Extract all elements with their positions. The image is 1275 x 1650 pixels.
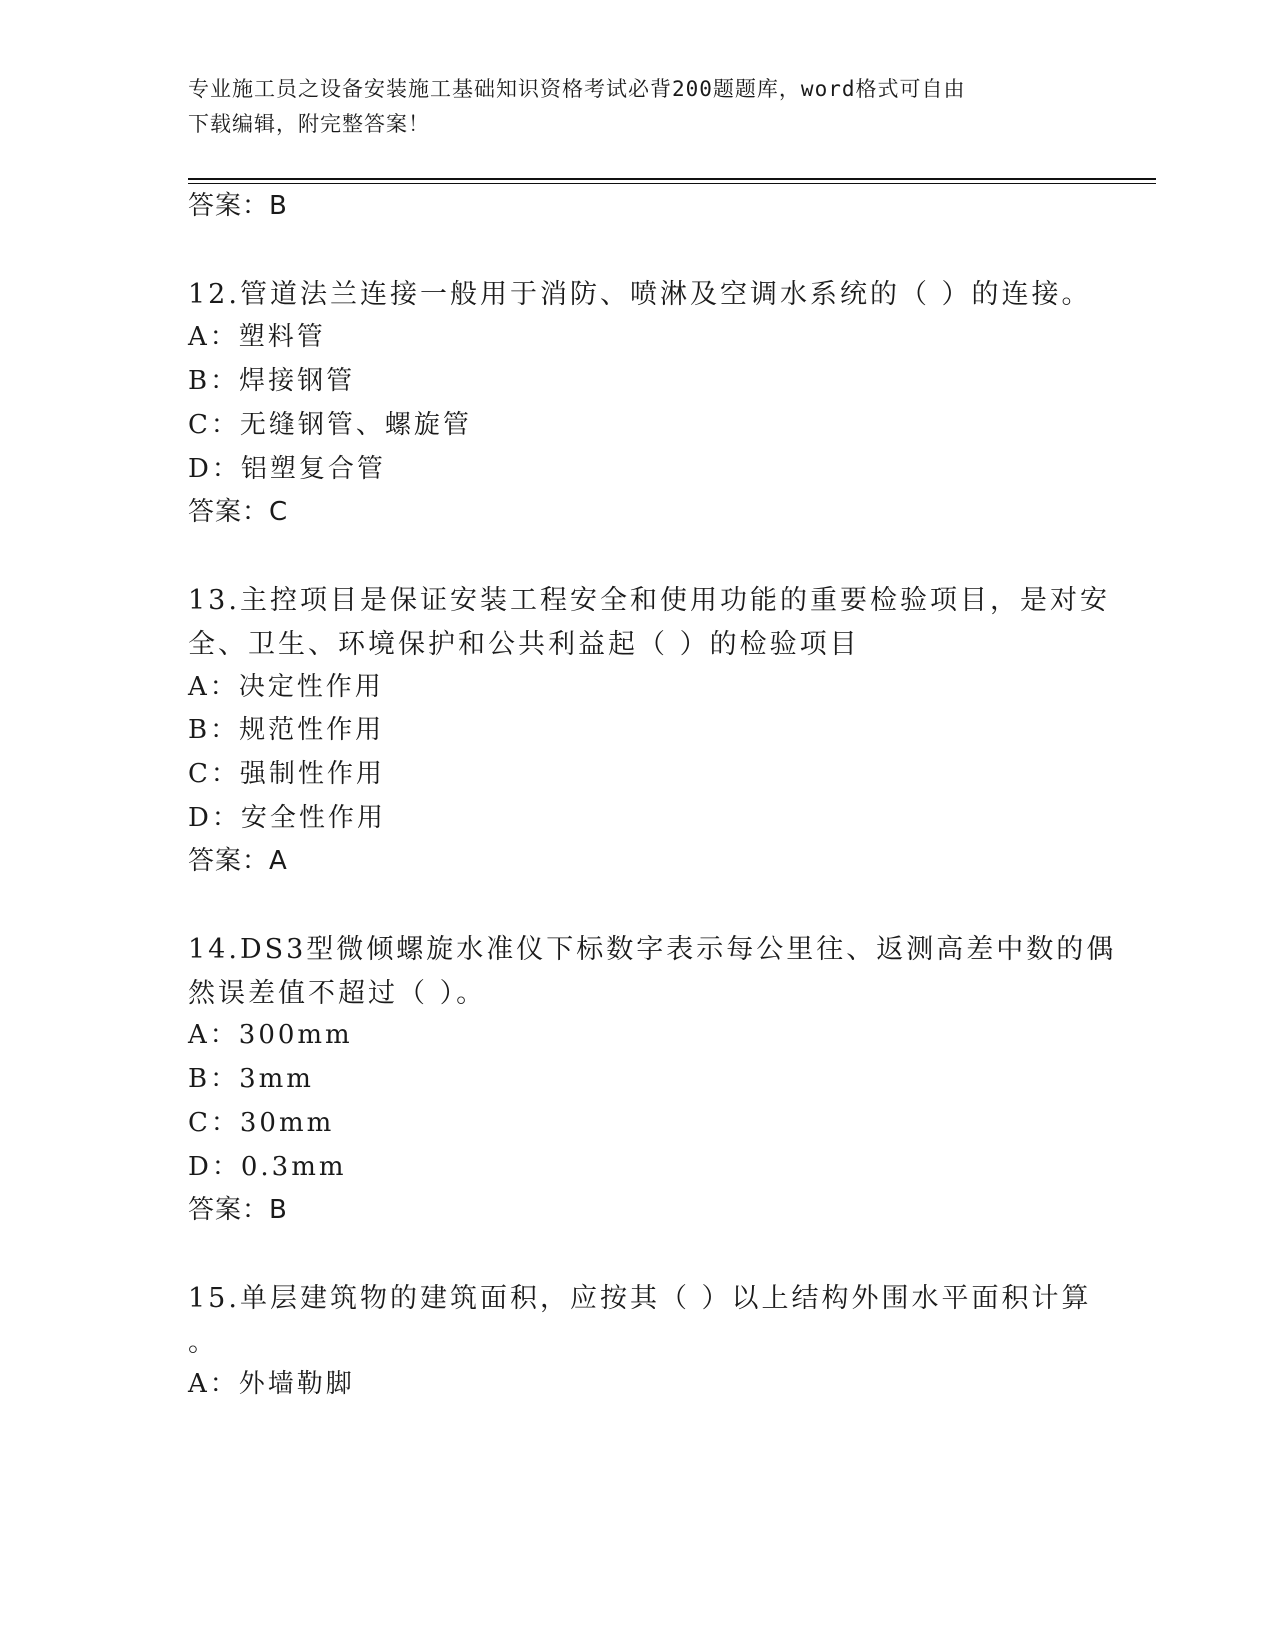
header-line-1: 专业施工员之设备安装施工基础知识资格考试必背200题题库，word格式可自由 <box>188 77 966 101</box>
question-12-option-d: D：铝塑复合管 <box>188 454 386 484</box>
answer-12: 答案：C <box>188 497 289 527</box>
question-13-option-c: C：强制性作用 <box>188 759 385 789</box>
header-divider-thick <box>188 178 1156 180</box>
question-13-stem-line-1: 13.主控项目是保证安装工程安全和使用功能的重要检验项目，是对安 <box>188 585 1110 616</box>
question-15-option-a: A：外墙勒脚 <box>188 1369 355 1399</box>
document-header <box>188 72 1068 142</box>
question-12-stem: 12.管道法兰连接一般用于消防、喷淋及空调水系统的（ ）的连接。 <box>188 279 1092 310</box>
question-15-stem-line-1: 15.单层建筑物的建筑面积，应按其（ ）以上结构外围水平面积计算 <box>188 1283 1092 1314</box>
question-14-option-a: A：300mm <box>188 1020 353 1050</box>
question-13-option-b: B：规范性作用 <box>188 715 385 745</box>
question-12-option-a: A：塑料管 <box>188 322 326 352</box>
question-12-option-b: B：焊接钢管 <box>188 366 356 396</box>
question-15-stem-line-2: 。 <box>188 1327 218 1358</box>
question-12-option-c: C：无缝钢管、螺旋管 <box>188 410 472 440</box>
question-14-stem-line-2: 然误差值不超过（ ）。 <box>188 978 487 1009</box>
question-13-option-a: A：决定性作用 <box>188 672 384 702</box>
question-14-stem-line-1: 14.DS3型微倾螺旋水准仪下标数字表示每公里往、返测高差中数的偶 <box>188 934 1117 965</box>
question-14-option-c: C：30mm <box>188 1108 335 1138</box>
question-13-option-d: D：安全性作用 <box>188 803 386 833</box>
answer-11: 答案：B <box>188 191 288 221</box>
answer-13: 答案：A <box>188 846 288 876</box>
header-divider-thin <box>188 183 1156 184</box>
question-14-option-b: B：3mm <box>188 1064 314 1094</box>
header-line-2: 下载编辑，附完整答案！ <box>188 112 430 136</box>
question-14-option-d: D：0.3mm <box>188 1152 347 1182</box>
question-13-stem-line-2: 全、卫生、环境保护和公共利益起（ ）的检验项目 <box>188 629 860 660</box>
answer-14: 答案：B <box>188 1195 288 1225</box>
